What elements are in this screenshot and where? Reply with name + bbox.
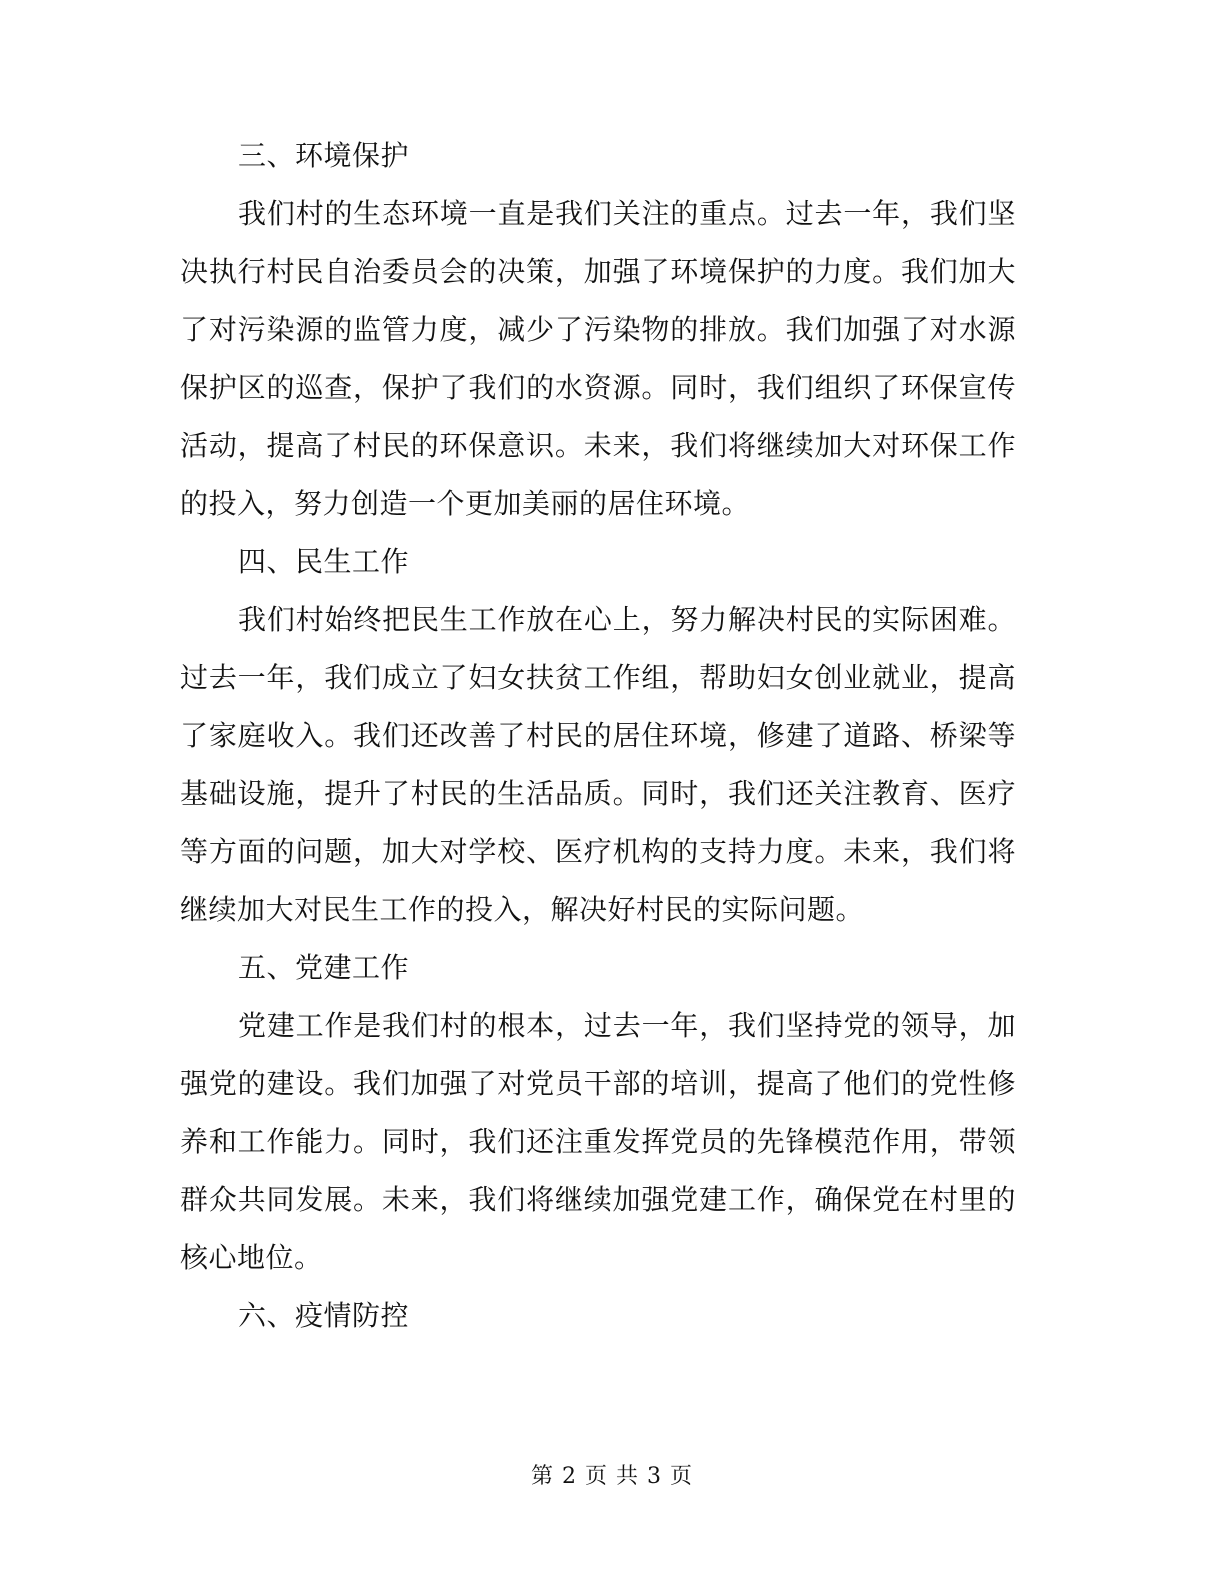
section-heading-livelihood: 四、民生工作: [238, 545, 410, 578]
section-heading-environment: 三、环境保护: [238, 139, 410, 172]
section-paragraph-party-building: 党建工作是我们村的根本，过去一年，我们坚持党的领导，加强党的建设。我们加强了对党员干部的培训，提高了他们的党性修养和工作能力。同时，我们还注重发挥党员的先锋模范作用，带领群众共同发展。未来，我们将继续加强党建工作，确保党在村里的核心地位。: [180, 1009, 1016, 1274]
page-content: [180, 127, 1016, 1345]
section-paragraph-environment: 我们村的生态环境一直是我们关注的重点。过去一年，我们坚决执行村民自治委员会的决策，加强了环境保护的力度。我们加大了对污染源的监管力度，减少了污染物的排放。我们加强了对水源保护区的巡查，保护了我们的水资源。同时，我们组织了环保宣传活动，提高了村民的环保意识。未来，我们将继续加大对环保工作的投入，努力创造一个更加美丽的居住环境。: [180, 197, 1016, 520]
section-heading-party-building: 五、党建工作: [238, 951, 410, 984]
section-heading-epidemic-control: 六、疫情防控: [238, 1299, 410, 1332]
section-paragraph-livelihood: 我们村始终把民生工作放在心上，努力解决村民的实际困难。过去一年，我们成立了妇女扶贫工作组，帮助妇女创业就业，提高了家庭收入。我们还改善了村民的居住环境，修建了道路、桥梁等基础设施，提升了村民的生活品质。同时，我们还关注教育、医疗等方面的问题，加大对学校、医疗机构的支持力度。未来，我们将继续加大对民生工作的投入，解决好村民的实际问题。: [180, 603, 1016, 926]
page-number-footer: 第 2 页 共 3 页: [531, 1464, 693, 1489]
